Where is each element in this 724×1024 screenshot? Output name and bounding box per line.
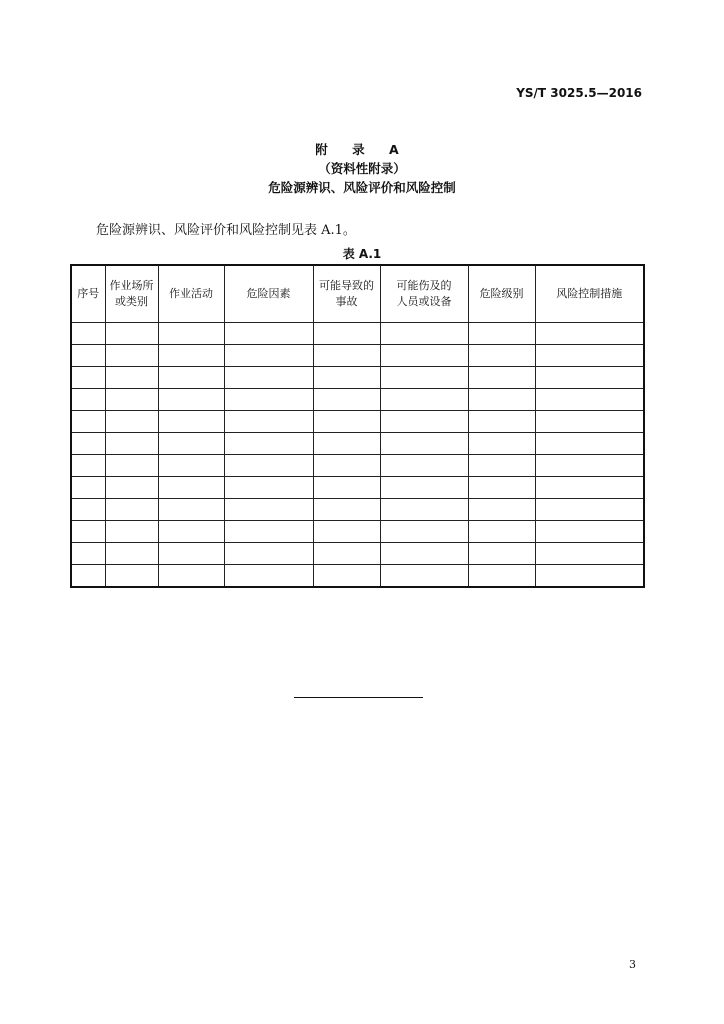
table-row — [71, 521, 644, 543]
table-cell — [313, 433, 380, 455]
table-body — [71, 323, 644, 588]
table-cell — [105, 521, 158, 543]
table-cell — [313, 499, 380, 521]
column-header — [535, 265, 644, 323]
annex-title: 附 录 A — [315, 142, 409, 157]
table-cell — [224, 499, 313, 521]
table-cell — [380, 543, 468, 565]
column-header-line: 事故 — [335, 295, 358, 308]
table-cell — [158, 323, 224, 345]
table-row — [71, 345, 644, 367]
column-header — [468, 265, 535, 323]
table-cell — [468, 565, 535, 588]
column-header-line: 可能伤及的 — [396, 279, 452, 292]
table-cell — [380, 477, 468, 499]
table-cell — [71, 411, 105, 433]
table-cell — [313, 367, 380, 389]
table-cell — [380, 411, 468, 433]
table-cell — [535, 411, 644, 433]
table-cell — [105, 323, 158, 345]
page-number: 3 — [629, 958, 636, 971]
table-cell — [380, 455, 468, 477]
table-cell — [535, 565, 644, 588]
table-cell — [380, 389, 468, 411]
table-cell — [380, 521, 468, 543]
table-cell — [313, 477, 380, 499]
table-cell — [380, 323, 468, 345]
table-cell — [313, 455, 380, 477]
table-cell — [535, 477, 644, 499]
table-cell — [313, 323, 380, 345]
table-cell — [224, 565, 313, 588]
table-cell — [158, 455, 224, 477]
table-cell — [105, 411, 158, 433]
table-cell — [224, 543, 313, 565]
table-cell — [105, 543, 158, 565]
table-cell — [380, 565, 468, 588]
table-row — [71, 367, 644, 389]
column-header — [71, 265, 105, 323]
column-header — [224, 265, 313, 323]
column-header — [105, 265, 158, 323]
table-cell — [158, 389, 224, 411]
standard-code: YS/T 3025.5—2016 — [516, 86, 642, 100]
table-cell — [158, 565, 224, 588]
column-header — [313, 265, 380, 323]
table-cell — [158, 543, 224, 565]
table-row — [71, 411, 644, 433]
table-row — [71, 455, 644, 477]
table-cell — [224, 323, 313, 345]
table-header-row — [71, 265, 644, 323]
table-cell — [158, 499, 224, 521]
table-cell — [71, 565, 105, 588]
column-header-line: 危险级别 — [479, 287, 524, 300]
table-cell — [224, 389, 313, 411]
annex-heading: 危险源辨识、风险评价和风险控制 — [268, 180, 456, 195]
table-cell — [224, 411, 313, 433]
column-header-line: 作业活动 — [169, 287, 213, 300]
table-cell — [313, 389, 380, 411]
column-header — [380, 265, 468, 323]
table-cell — [313, 521, 380, 543]
table-row — [71, 433, 644, 455]
table-cell — [105, 565, 158, 588]
table-cell — [105, 477, 158, 499]
table-row — [71, 543, 644, 565]
table-cell — [313, 543, 380, 565]
table-cell — [468, 367, 535, 389]
table-cell — [71, 367, 105, 389]
end-rule — [294, 697, 423, 698]
table-cell — [380, 433, 468, 455]
table-cell — [105, 389, 158, 411]
column-header-line: 人员或设备 — [396, 295, 452, 308]
table-cell — [224, 345, 313, 367]
table-cell — [158, 411, 224, 433]
table-cell — [468, 477, 535, 499]
table-cell — [71, 345, 105, 367]
table-cell — [158, 345, 224, 367]
table-cell — [468, 411, 535, 433]
table-cell — [380, 499, 468, 521]
table-cell — [71, 389, 105, 411]
table-cell — [468, 543, 535, 565]
table-cell — [468, 433, 535, 455]
table-cell — [158, 477, 224, 499]
table-cell — [535, 433, 644, 455]
table-cell — [535, 323, 644, 345]
table-cell — [71, 455, 105, 477]
column-header-line: 序号 — [77, 287, 100, 300]
table-cell — [313, 411, 380, 433]
column-header-line: 危险因素 — [246, 287, 291, 300]
table-cell — [71, 521, 105, 543]
table-cell — [380, 367, 468, 389]
table-cell — [313, 565, 380, 588]
column-header-line: 可能导致的 — [319, 279, 374, 292]
table-cell — [468, 521, 535, 543]
column-header-line: 或类别 — [115, 295, 148, 308]
table-caption: 表 A.1 — [342, 247, 382, 261]
table-cell — [71, 433, 105, 455]
table-cell — [105, 345, 158, 367]
table-cell — [535, 345, 644, 367]
table-cell — [71, 323, 105, 345]
table-cell — [535, 455, 644, 477]
table-row — [71, 499, 644, 521]
intro-text: 危险源辨识、风险评价和风险控制见表 A.1。 — [96, 223, 356, 238]
table-cell — [158, 433, 224, 455]
table-cell — [224, 367, 313, 389]
table-cell — [71, 477, 105, 499]
table-cell — [105, 367, 158, 389]
table-cell — [468, 345, 535, 367]
table-cell — [71, 543, 105, 565]
table-cell — [105, 499, 158, 521]
table-cell — [224, 477, 313, 499]
table-cell — [468, 499, 535, 521]
column-header-line: 作业场所 — [109, 279, 154, 292]
table-cell — [224, 455, 313, 477]
table-cell — [313, 345, 380, 367]
table-row — [71, 323, 644, 345]
table-cell — [224, 521, 313, 543]
table-row — [71, 389, 644, 411]
table-cell — [105, 455, 158, 477]
column-header — [158, 265, 224, 323]
table-cell — [468, 455, 535, 477]
column-header-line: 风险控制措施 — [556, 287, 623, 300]
annex-subtitle: （资料性附录） — [318, 161, 406, 176]
table-cell — [380, 345, 468, 367]
table-cell — [71, 499, 105, 521]
hazard-table — [70, 264, 645, 588]
table-cell — [535, 543, 644, 565]
table-cell — [535, 521, 644, 543]
table-cell — [224, 433, 313, 455]
table-cell — [105, 433, 158, 455]
table-cell — [535, 367, 644, 389]
table-row — [71, 565, 644, 588]
annex-heading-block — [0, 140, 724, 197]
table-cell — [468, 389, 535, 411]
table-cell — [158, 521, 224, 543]
table-cell — [468, 323, 535, 345]
table-cell — [535, 499, 644, 521]
table-cell — [535, 389, 644, 411]
table-row — [71, 477, 644, 499]
table-cell — [158, 367, 224, 389]
